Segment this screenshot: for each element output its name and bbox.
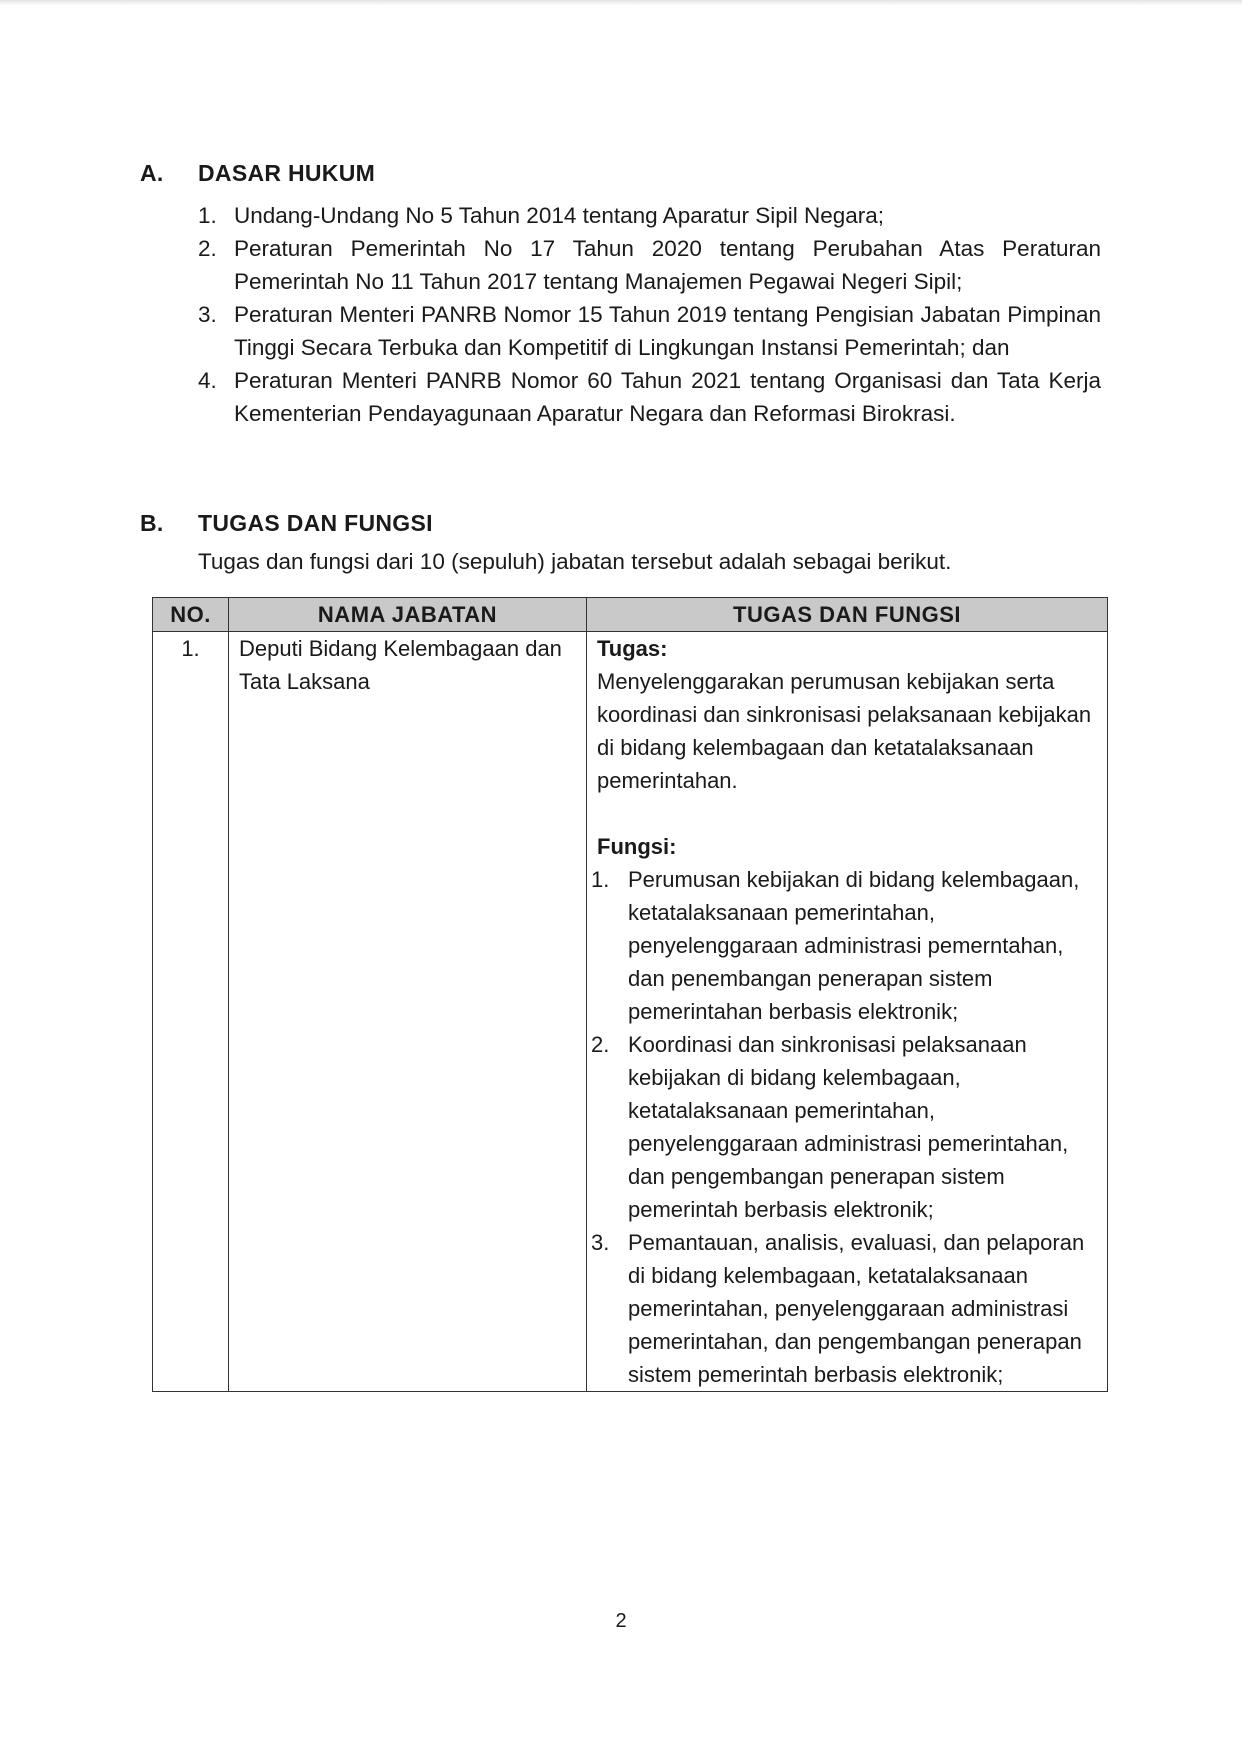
legal-basis-list — [198, 199, 1101, 430]
list-item-text: Peraturan Pemerintah No 17 Tahun 2020 tentang Perubahan Atas Peraturan Pemerintah No 11 Tahun 2017 tentang Manajemen Pegawai Negeri Sipil; — [234, 236, 1101, 294]
position-name: Deputi Bidang Kelembagaan dan Tata Laksana — [229, 632, 587, 1392]
spacer — [597, 797, 1101, 830]
list-item — [198, 298, 1101, 364]
section-b-intro: Tugas dan fungsi dari 10 (sepuluh) jabatan tersebut adalah sebagai berikut. — [198, 549, 952, 574]
duties-table — [152, 597, 1108, 1392]
list-item — [198, 364, 1101, 430]
table-row — [153, 632, 1108, 1392]
fungsi-label: Fungsi: — [597, 834, 677, 859]
header-name: NAMA JABATAN — [229, 598, 587, 632]
section-b-title: TUGAS DAN FUNGSI — [198, 510, 433, 536]
list-item-text: Peraturan Menteri PANRB Nomor 60 Tahun 2021 tentang Organisasi dan Tata Kerja Kementerian Pendayagunaan Aparatur Negara dan Reformasi Birokrasi. — [234, 368, 1101, 426]
list-item-number: 1. — [198, 203, 217, 228]
fungsi-list — [591, 863, 1101, 1391]
duties-cell — [587, 632, 1108, 1392]
list-item-text: Koordinasi dan sinkronisasi pelaksanaan kebijakan di bidang kelembagaan, ketatalaksanaan pemerintahan, penyelenggaraan administrasi pemerintahan, dan pengembangan penerapan sistem pemerintah berbasis elektronik; — [628, 1032, 1069, 1222]
scan-edge — [0, 0, 1242, 6]
header-no: NO. — [153, 598, 229, 632]
row-number: 1. — [153, 632, 229, 1392]
list-item-number: 2. — [591, 1032, 610, 1057]
list-item — [198, 232, 1101, 298]
list-item-number: 1. — [591, 867, 610, 892]
list-item-number: 2. — [198, 236, 217, 261]
list-item — [591, 1028, 1101, 1226]
page-number: 2 — [615, 1610, 627, 1632]
list-item-text: Peraturan Menteri PANRB Nomor 15 Tahun 2019 tentang Pengisian Jabatan Pimpinan Tinggi Secara Terbuka dan Kompetitif di Lingkungan Instansi Pemerintah; dan — [234, 302, 1101, 360]
section-a-letter: A. — [140, 160, 164, 186]
header-duties: TUGAS DAN FUNGSI — [587, 598, 1108, 632]
list-item-text: Undang-Undang No 5 Tahun 2014 tentang Aparatur Sipil Negara; — [234, 203, 885, 228]
list-item-number: 3. — [591, 1230, 610, 1255]
section-b-letter: B. — [140, 510, 164, 536]
table-header-row — [153, 598, 1108, 632]
list-item-number: 3. — [198, 302, 217, 327]
list-item-number: 4. — [198, 368, 217, 393]
section-a-title: DASAR HUKUM — [198, 160, 376, 186]
list-item-text: Pemantauan, analisis, evaluasi, dan pelaporan di bidang kelembagaan, ketatalaksanaan pemerintahan, penyelenggaraan administrasi pemerintahan, dan pengembangan penerapan sistem pemerintah berbasis elektronik; — [628, 1230, 1085, 1387]
list-item — [591, 1226, 1101, 1391]
tugas-label: Tugas: — [597, 636, 668, 661]
list-item — [198, 199, 1101, 232]
list-item — [591, 863, 1101, 1028]
tugas-text: Menyelenggarakan perumusan kebijakan serta koordinasi dan sinkronisasi pelaksanaan kebijakan di bidang kelembagaan dan ketatalaksanaan pemerintahan. — [597, 669, 1092, 793]
list-item-text: Perumusan kebijakan di bidang kelembagaan, ketatalaksanaan pemerintahan, penyelenggaraan administrasi pemerntahan, dan penembangan penerapan sistem pemerintahan berbasis elektronik; — [628, 867, 1080, 1024]
